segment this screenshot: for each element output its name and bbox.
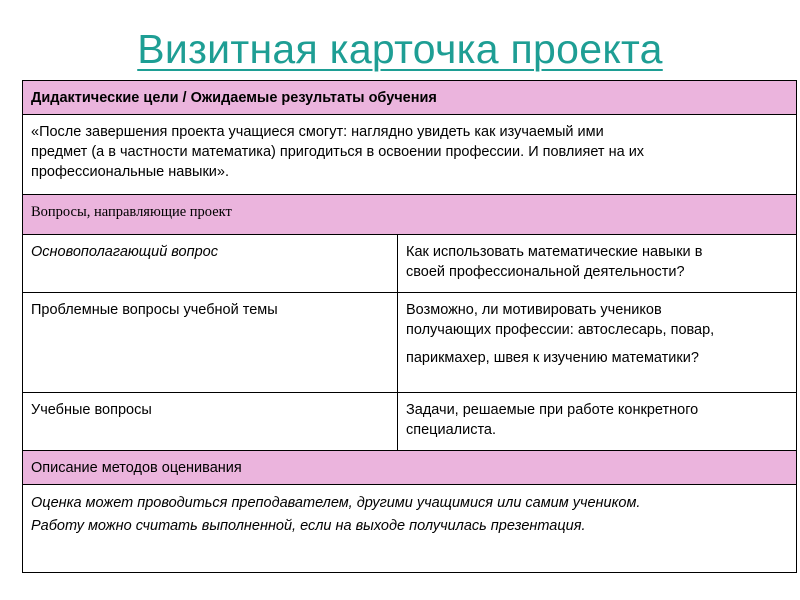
- goals-text: [23, 115, 797, 195]
- basic-question-label: Основополагающий вопрос: [23, 235, 398, 293]
- guide-header-row: [23, 195, 797, 235]
- goals-header-row: [23, 81, 797, 115]
- basic-question-line: своей профессиональной деятельности?: [406, 264, 685, 280]
- study-questions-line: Задачи, решаемые при работе конкретного: [406, 402, 699, 418]
- problem-questions-value: [398, 293, 797, 393]
- study-questions-row: [23, 393, 797, 451]
- assessment-text: [23, 485, 797, 573]
- problem-questions-label: Проблемные вопросы учебной темы: [23, 293, 398, 393]
- study-questions-line: специалиста.: [406, 422, 497, 438]
- goals-text-line: профессиональные навыки».: [31, 164, 229, 180]
- problem-questions-line: парикмахер, швея к изучению математики?: [406, 350, 699, 366]
- basic-question-value: [398, 235, 797, 293]
- basic-question-line: Как использовать математические навыки в: [406, 244, 703, 260]
- assessment-row: [23, 485, 797, 573]
- problem-questions-row: [23, 293, 797, 393]
- problem-questions-line: Возможно, ли мотивировать учеников: [406, 302, 662, 318]
- basic-question-row: [23, 235, 797, 293]
- assessment-line: Оценка может проводиться преподавателем, другими учащимися или самим учеником.: [31, 495, 641, 511]
- goals-text-line: предмет (а в частности математика) пригодиться в освоении профессии. И повлияет на их: [31, 144, 645, 160]
- goals-text-row: [23, 115, 797, 195]
- goals-header: Дидактические цели / Ожидаемые результаты обучения: [23, 81, 797, 115]
- methods-header-row: [23, 451, 797, 485]
- goals-text-line: «После завершения проекта учащиеся смогут: наглядно увидеть как изучаемый ими: [31, 124, 604, 140]
- study-questions-label: Учебные вопросы: [23, 393, 398, 451]
- assessment-line: Работу можно считать выполненной, если на выходе получилась презентация.: [31, 518, 586, 534]
- methods-header: Описание методов оценивания: [23, 451, 797, 485]
- page-title: Визитная карточка проекта: [137, 26, 663, 72]
- project-card-table: [22, 80, 797, 573]
- problem-questions-line: получающих профессии: автослесарь, повар,: [406, 322, 715, 338]
- study-questions-value: [398, 393, 797, 451]
- guide-header: Вопросы, направляющие проект: [23, 195, 797, 235]
